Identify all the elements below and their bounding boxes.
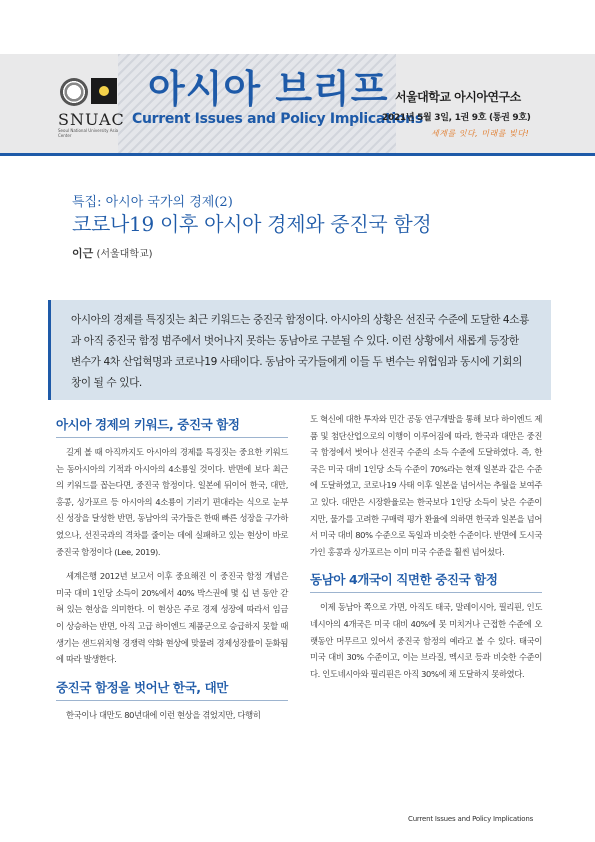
summary-text: 아시아의 경제를 특징짓는 최근 키워드는 중진국 함정이다. 아시아의 상황은 선진국 수준에 도달한 4소룡과 아직 중진국 함정 범주에서 벗어나지 못하는 동남아로 구분될 수 있다. 이런 상황에서 새롭게 등장한 변수가 4차 산업혁명과 코로나19 사태이다. 동남아 국가들에게 이들 두 변수는 위협임과 동시에 기회의 창이 될 수 있다. — [71, 314, 529, 389]
paragraph: 도 혁신에 대한 투자와 민간 공동 연구개발을 통해 보다 하이엔드 제품 및 첨단산업으로의 이행이 이루어짐에 따라, 한국과 대만은 중진국 함정에서 벗어나 선진국 수준의 소득 수준에 도달하였다. 즉, 한국은 미국 대비 1인당 소득 수준이 70%라는 현재 일본과 같은 수준에 도달하였고, 코로나19 사태 이후 일본을 넘어서는 추월을 보여주고 있다. 대만은 시장환율로는 한국보다 1인당 소득이 낮은 수준이지만, 물가를 고려한 구매력 평가 환율에 의하면 한국과 일본을 넘어서 미국 대비 80% 수준으로 독일과 비슷한 수준이다. 반면에 도시국가인 홍콩과 싱가포르는 이미 미국 수준을 훨씬 넘어섰다. — [310, 414, 542, 557]
asia-center-logo-icon — [91, 78, 117, 104]
publication-subtitle: Current Issues and Policy Implications — [132, 111, 423, 127]
special-label: 특집: 아시아 국가의 경제(2) — [72, 195, 233, 210]
left-column — [56, 415, 288, 724]
paragraph: 이제 동남아 쪽으로 가면, 아직도 태국, 말레이시아, 필리핀, 인도네시아의 4개국은 미국 대비 40%에 못 미치거나 근접한 수준에 오랫동안 머무르고 있어서 중진국 함정의 예라고 볼 수 있다. 태국이 미국 대비 30% 수준이고, 이는 브라질, 멕시코 등과 비슷한 수준이다. 인도네시아와 필리핀은 아직 30%에 채 도달하지 못하였다. — [310, 602, 542, 679]
university-seal-icon — [60, 78, 88, 106]
paragraph: 길게 볼 때 아직까지도 아시아의 경제를 특징짓는 중요한 키워드는 동아시아의 기적과 아시아의 4소룡일 것이다. 반면에 보다 최근의 키워드를 꼽는다면, 중진국 함정이다. 일본에 뒤이어 한국, 대만, 홍콩, 싱가포르 등 아시아의 4소룡이 기러기 편대라는 식으로 눈부신 성장을 달성한 반면, 동남아의 국가들은 한때 빠른 성장을 구가하였으나, 선진국과의 격차를 줄이는 데에 실패하고 있는 현상이 바로 중진국 함정이다 (Lee, 2019). — [56, 447, 288, 557]
author — [72, 245, 153, 261]
institution-name: 서울대학교 아시아연구소 — [395, 90, 521, 104]
publication-title: 아시아 브리프 — [148, 67, 389, 111]
issue-date: 2021년 5월 3일, 1권 9호 (통권 9호) — [382, 113, 531, 123]
masthead — [0, 0, 595, 160]
logo-text: SNUAC — [58, 110, 125, 129]
paragraph: 세계은행 2012년 보고서 이후 중요해진 이 중진국 함정 개념은 미국 대비 1인당 소득이 20%에서 40% 박스권에 몇 십 년 동안 갇혀 있는 현상을 의미한다. 이 현상은 주로 경제 성장에 따라서 임금이 상승하는 반면, 아직 고급 하이엔드 제품군으로 승급하지 못할 때 생기는 샌드위치형 경쟁력 약화 현상에 맞물려 경제성장률이 둔화됨에 따라 발생한다. — [56, 571, 288, 665]
header-divider — [0, 153, 595, 156]
summary-box — [48, 300, 551, 400]
section-heading-southeast-asia: 동남아 4개국이 직면한 중진국 함정 — [310, 570, 542, 593]
section-heading-keyword: 아시아 경제의 키워드, 중진국 함정 — [56, 415, 288, 438]
paragraph-continued: 한국이나 대만도 80년대에 이런 현상을 겪었지만, 다행히 — [66, 709, 261, 720]
logo-subtext: Seoul National University Asia Center — [58, 128, 119, 138]
slogan: 세계를 잇다, 미래를 빚다! — [431, 129, 530, 138]
author-affiliation: (서울대학교) — [96, 249, 153, 260]
section-heading-korea-taiwan: 중진국 함정을 벗어난 한국, 대만 — [56, 678, 288, 701]
article-title: 코로나19 이후 아시아 경제와 중진국 함정 — [72, 212, 432, 236]
author-name: 이근 — [72, 247, 94, 260]
right-column — [310, 411, 542, 682]
footer-text: Current Issues and Policy Implications — [408, 815, 534, 823]
